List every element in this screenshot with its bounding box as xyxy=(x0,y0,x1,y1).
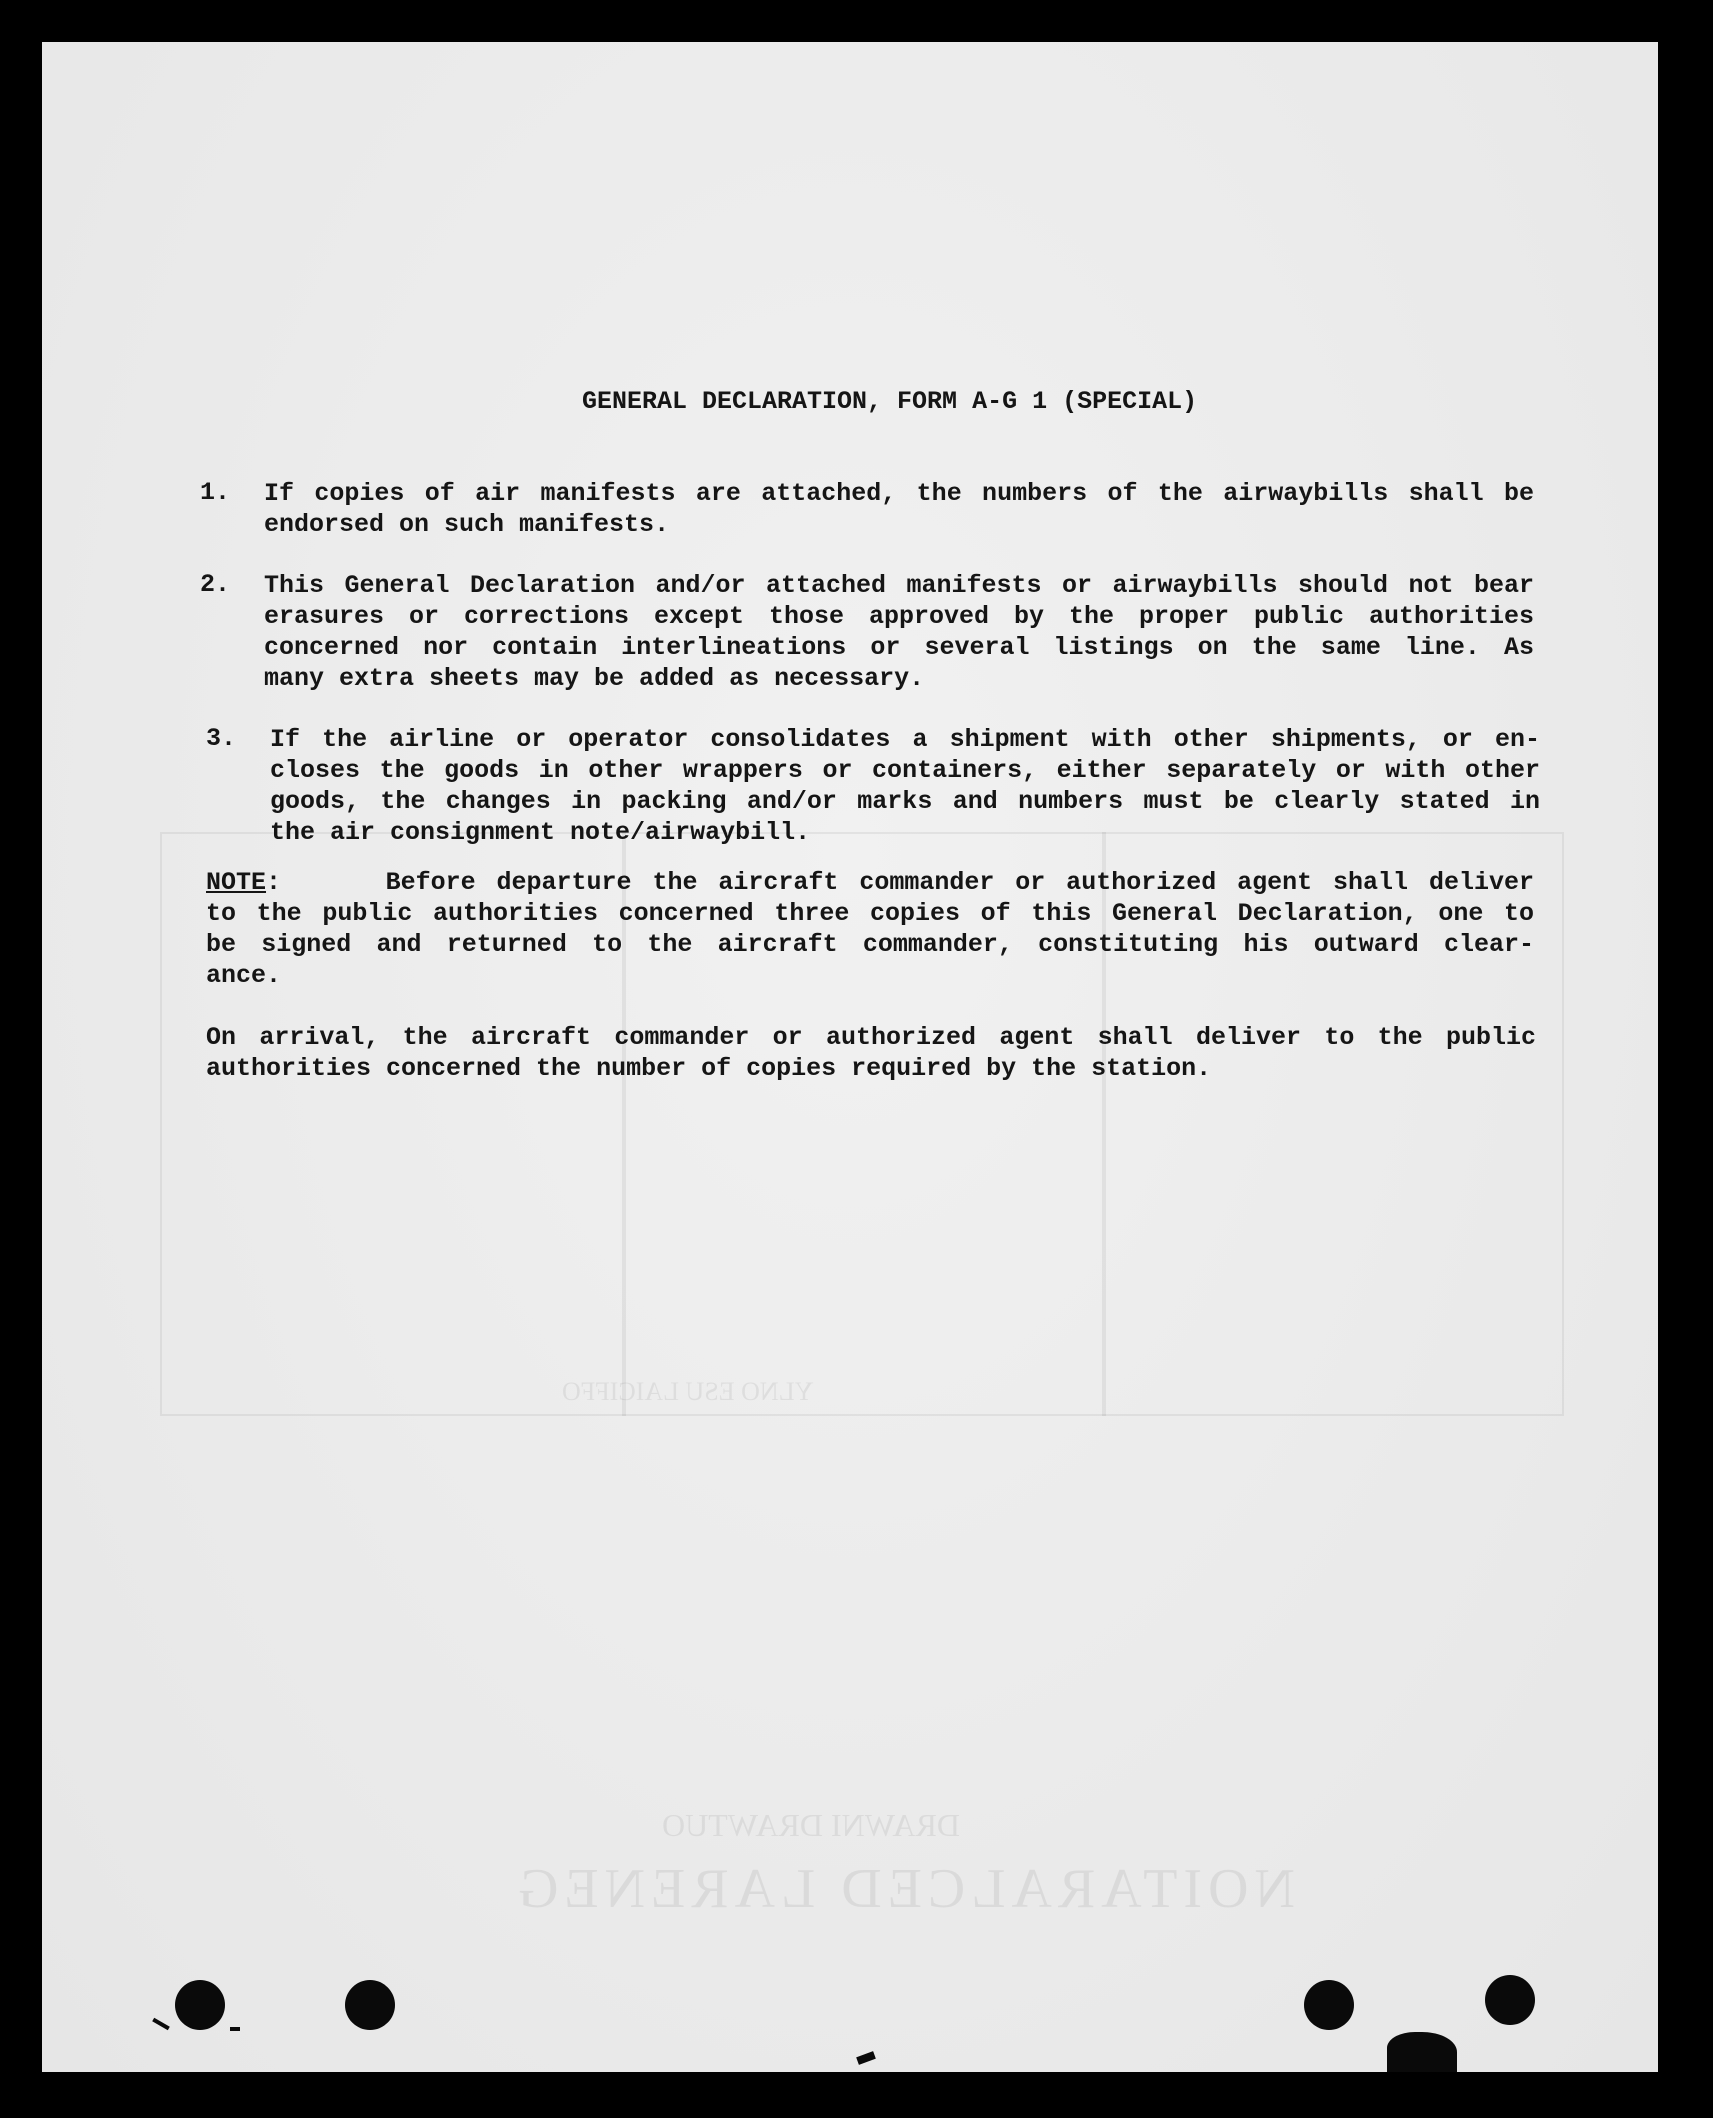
list-item-number: 2. xyxy=(200,570,231,599)
note-label: NOTE xyxy=(206,868,267,897)
punch-hole xyxy=(345,1980,395,2030)
text-line: endorsed on such manifests. xyxy=(264,510,670,539)
text-line: Before departure the aircraft commander or authorized agent shall deliver xyxy=(385,868,1534,897)
scan-speck xyxy=(230,2027,240,2031)
text-line: many extra sheets may be added as necessary. xyxy=(264,664,925,693)
text-line: goods, the changes in packing and/or marks and numbers must be clearly stated in xyxy=(270,787,1540,816)
text-line: concerned nor contain interlineations or several listings on the same line. As xyxy=(264,633,1534,662)
text-line: If the airline or operator consolidates a shipment with other shipments, or en- xyxy=(270,725,1540,754)
text-line: If copies of air manifests are attached, the numbers of the airwaybills shall be xyxy=(264,479,1534,508)
text-line: be signed and returned to the aircraft commander, constituting his outward clear- xyxy=(206,930,1534,959)
bleed-through-text: DRAWNI DRAWTUO xyxy=(662,1807,960,1843)
note-paragraph xyxy=(206,867,1534,991)
bleed-through-text: NOITARALCED LARENEG xyxy=(512,1858,1295,1920)
document-title: GENERAL DECLARATION, FORM A-G 1 (SPECIAL) xyxy=(582,387,1198,416)
punch-hole xyxy=(175,1980,225,2030)
text-line: closes the goods in other wrappers or containers, either separately or with other xyxy=(270,756,1540,785)
text-line: to the public authorities concerned three copies of this General Declaration, one to xyxy=(206,899,1534,928)
punch-hole xyxy=(1485,1975,1535,2025)
text-line: the air consignment note/airwaybill. xyxy=(270,818,811,847)
arrival-paragraph xyxy=(206,1022,1536,1084)
document-page xyxy=(42,42,1658,2072)
text-line: erasures or corrections except those approved by the proper public authorities xyxy=(264,602,1534,631)
list-item-text xyxy=(264,478,1534,540)
scan-speck xyxy=(152,2018,170,2030)
text-line: authorities concerned the number of copies required by the station. xyxy=(206,1054,1212,1083)
text-line: ance. xyxy=(206,961,282,990)
note-first-line xyxy=(206,867,1534,898)
bleed-through-text: YLNO ESU LAICIFFO xyxy=(562,1377,814,1406)
list-item-text xyxy=(264,570,1534,694)
text-line: On arrival, the aircraft commander or authorized agent shall deliver to the public xyxy=(206,1023,1536,1052)
torn-corner-mark xyxy=(1387,2032,1457,2072)
punch-hole xyxy=(1304,1980,1354,2030)
list-item-text xyxy=(270,724,1540,848)
note-colon: : xyxy=(266,868,282,897)
scan-speck xyxy=(856,2051,876,2065)
list-item-number: 1. xyxy=(200,478,231,507)
list-item-number: 3. xyxy=(206,724,237,753)
text-line: This General Declaration and/or attached manifests or airwaybills should not bear xyxy=(264,571,1534,600)
